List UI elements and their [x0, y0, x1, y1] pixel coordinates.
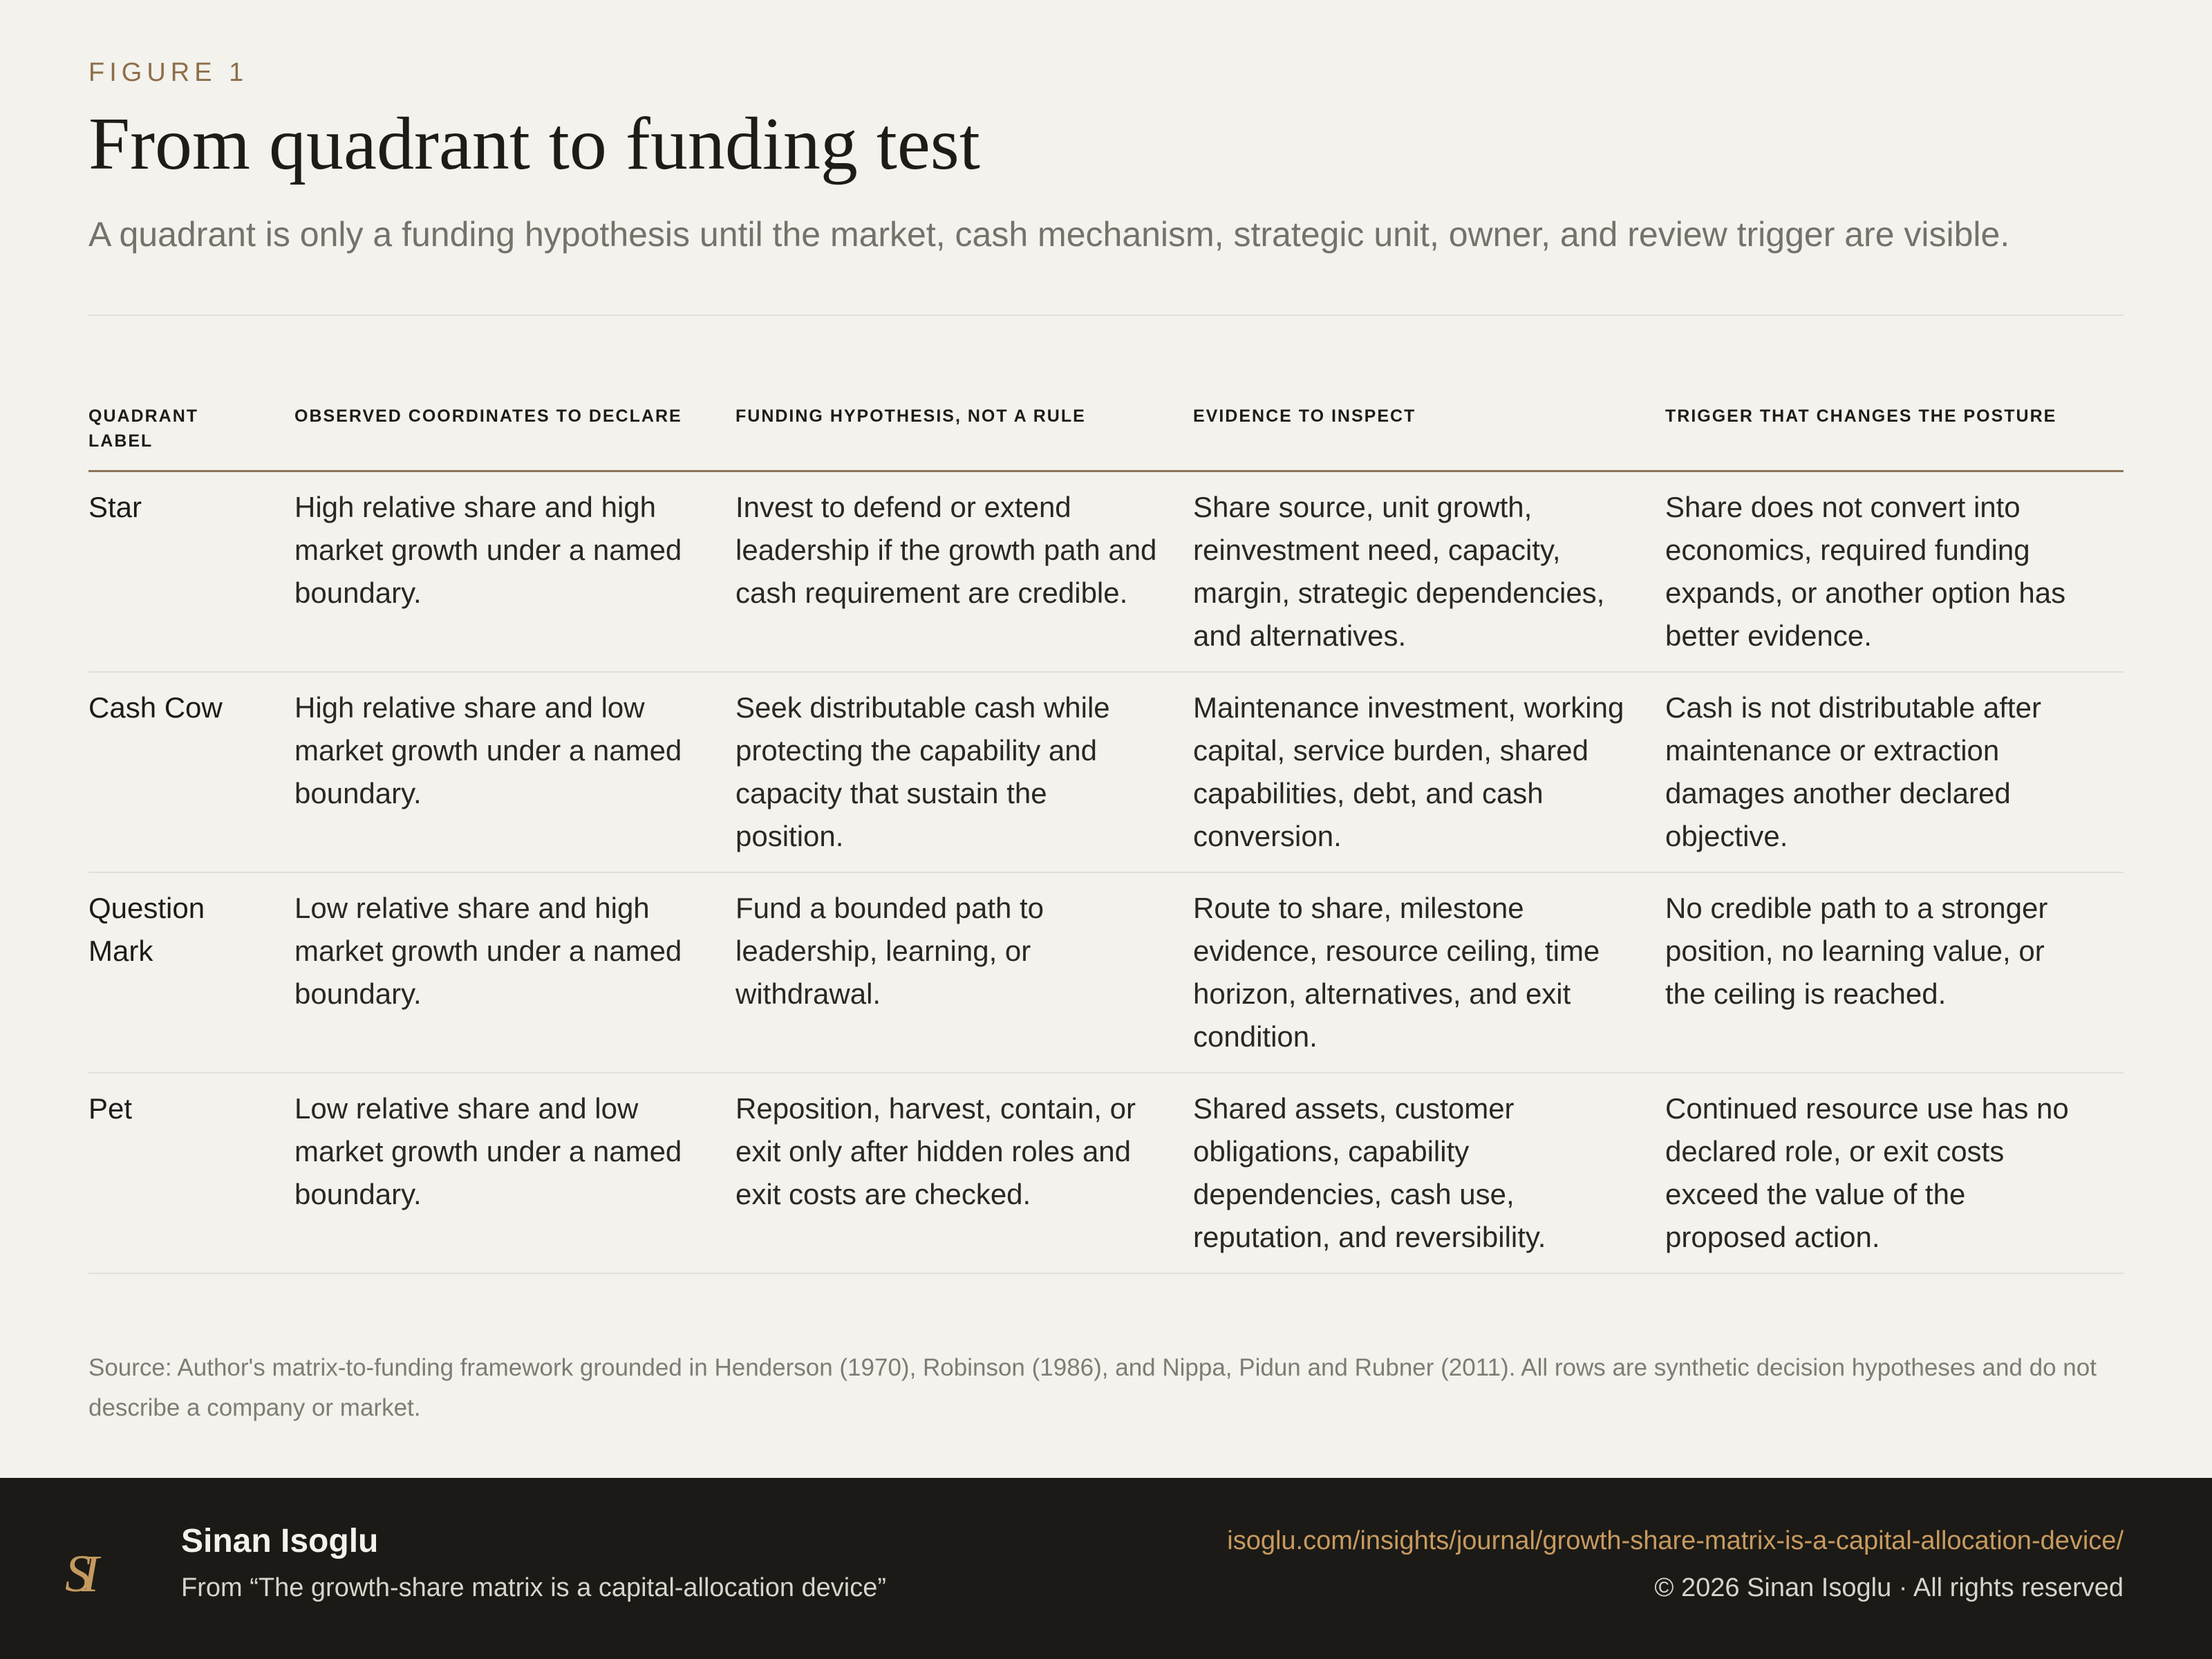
table-cell: Fund a bounded path to leadership, learning, or withdrawal.: [735, 872, 1193, 1073]
table-cell: Share source, unit growth, reinvestment need, capacity, margin, strategic dependencies, and alternatives.: [1193, 471, 1665, 673]
table-cell: Reposition, harvest, contain, or exit only after hidden roles and exit costs are checked.: [735, 1073, 1193, 1273]
source-note: Source: Author's matrix-to-funding framework grounded in Henderson (1970), Robinson (1986), and Nippa, Pidun and Rubner (2011). All rows are synthetic decision hypotheses and do not describe a company or market.: [88, 1354, 2097, 1421]
quadrant-label: Pet: [88, 1073, 294, 1273]
figure-eyebrow: FIGURE 1: [88, 58, 249, 87]
table-header-row: [88, 404, 2124, 471]
article-link[interactable]: isoglu.com/insights/journal/growth-share-matrix-is-a-capital-allocation-device/: [1227, 1526, 2124, 1555]
table-cell: Maintenance investment, working capital, service burden, shared capabilities, debt, and cash conversion.: [1193, 672, 1665, 872]
table-cell: Route to share, milestone evidence, resource ceiling, time horizon, alternatives, and exit condition.: [1193, 872, 1665, 1073]
footer: [0, 1478, 2212, 1659]
table-row: [88, 672, 2124, 872]
divider: [88, 315, 2124, 316]
column-header-quadrant: QUADRANT LABEL: [88, 404, 294, 471]
table-row: [88, 1073, 2124, 1273]
table-cell: Continued resource use has no declared role, or exit costs exceed the value of the proposed action.: [1665, 1073, 2124, 1273]
quadrant-label: Question Mark: [88, 872, 294, 1073]
table-cell: Share does not convert into economics, required funding expands, or another option has better evidence.: [1665, 471, 2124, 673]
quadrant-label: Cash Cow: [88, 672, 294, 872]
copyright: © 2026 Sinan Isoglu · All rights reserved: [1654, 1573, 2124, 1602]
column-header-trigger: TRIGGER THAT CHANGES THE POSTURE: [1665, 404, 2124, 471]
logo: SI: [65, 1545, 90, 1603]
author-name: Sinan Isoglu: [181, 1523, 379, 1559]
table-cell: Low relative share and high market growth under a named boundary.: [294, 872, 735, 1073]
page-subtitle: A quadrant is only a funding hypothesis until the market, cash mechanism, strategic unit, owner, and review trigger are visible.: [88, 215, 2010, 254]
funding-test-table: [88, 404, 2124, 1274]
column-header-coordinates: OBSERVED COORDINATES TO DECLARE: [294, 404, 735, 471]
table-row: [88, 872, 2124, 1073]
table-cell: No credible path to a stronger position, no learning value, or the ceiling is reached.: [1665, 872, 2124, 1073]
table-cell: Cash is not distributable after maintenance or extraction damages another declared objective.: [1665, 672, 2124, 872]
page-title: From quadrant to funding test: [88, 103, 980, 185]
column-header-evidence: EVIDENCE TO INSPECT: [1193, 404, 1665, 471]
table-cell: High relative share and high market growth under a named boundary.: [294, 471, 735, 673]
table-cell: High relative share and low market growth under a named boundary.: [294, 672, 735, 872]
article-reference: From “The growth-share matrix is a capital-allocation device”: [181, 1573, 887, 1602]
table-row: [88, 471, 2124, 673]
quadrant-label: Star: [88, 471, 294, 673]
table-cell: Seek distributable cash while protecting the capability and capacity that sustain the position.: [735, 672, 1193, 872]
table-cell: Invest to defend or extend leadership if the growth path and cash requirement are credible.: [735, 471, 1193, 673]
column-header-funding: FUNDING HYPOTHESIS, NOT A RULE: [735, 404, 1193, 471]
table-cell: Shared assets, customer obligations, capability dependencies, cash use, reputation, and reversibility.: [1193, 1073, 1665, 1273]
table-cell: Low relative share and low market growth under a named boundary.: [294, 1073, 735, 1273]
